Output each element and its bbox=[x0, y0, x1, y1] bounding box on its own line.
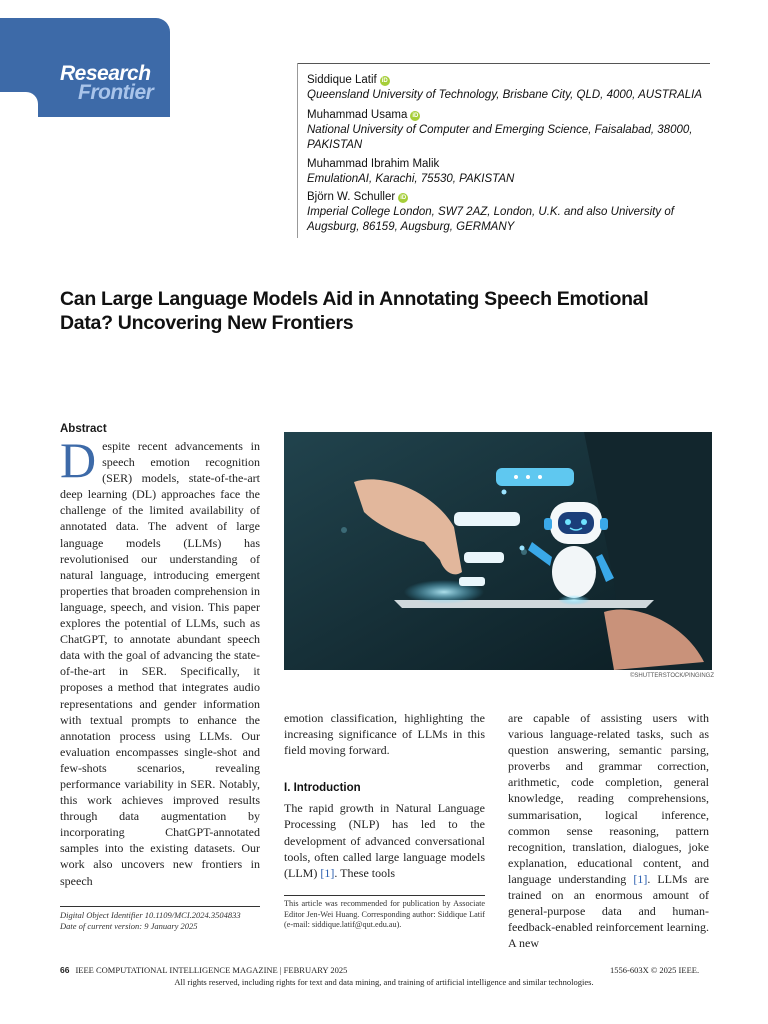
footnote-rule bbox=[284, 895, 485, 896]
badge-line-frontier: Frontier bbox=[78, 81, 154, 104]
author-affiliation: Imperial College London, SW7 2AZ, London, U.K. and also University of Augsburg, 86159, Augsburg, GERMANY bbox=[307, 206, 674, 233]
body-column-3 bbox=[508, 710, 709, 951]
footnote: This article was recommended for publication by Associate Editor Jen-Wei Huang. Corresponding author: Siddique Latif (e-mail: siddique.latif@qut.edu.au). bbox=[284, 899, 485, 929]
authors-top-rule bbox=[297, 63, 710, 64]
author-affiliation: National University of Computer and Emerging Science, Faisalabad, 38000, PAKISTAN bbox=[307, 124, 693, 151]
abstract-body bbox=[60, 432, 260, 889]
paragraph bbox=[508, 710, 709, 951]
citation-link[interactable]: [1] bbox=[320, 865, 335, 880]
author-1 bbox=[307, 73, 702, 103]
drop-cap: D bbox=[60, 432, 97, 488]
citation-link[interactable]: [1] bbox=[633, 871, 648, 886]
author-name: Muhammad Usama bbox=[307, 109, 408, 121]
author-affiliation: EmulationAI, Karachi, 75530, PAKISTAN bbox=[307, 173, 515, 185]
doi-identifier: Digital Object Identifier 10.1109/MCI.2024.3504833 bbox=[60, 910, 241, 920]
doi-date: Date of current version: 9 January 2025 bbox=[60, 921, 198, 931]
paragraph-text: are capable of assisting users with various language-related tasks, such as question answering, semantic parsing, proverbs and grammar correction, arithmetic, code completion, general knowledge, reading comprehensions, summarisation, logical inference, common sense reasoning, pattern recognition, translation, dialogues, joke explanation, educational content, and language understanding bbox=[508, 711, 709, 886]
authors-side-rule bbox=[297, 63, 298, 238]
badge-notch bbox=[0, 92, 38, 117]
image-credit: ©SHUTTERSTOCK/PINGINGZ bbox=[630, 673, 714, 679]
paragraph-introduction bbox=[284, 800, 485, 880]
body-column-2 bbox=[284, 710, 485, 881]
article-title: Can Large Language Models Aid in Annotating Speech Emotional Data? Uncovering New Frontiers bbox=[60, 288, 649, 334]
author-affiliation: Queensland University of Technology, Brisbane City, QLD, 4000, AUSTRALIA bbox=[307, 89, 703, 101]
page-footer-left bbox=[60, 965, 347, 975]
author-name: Muhammad Ibrahim Malik bbox=[307, 158, 440, 170]
author-name: Björn W. Schuller bbox=[307, 191, 396, 203]
orcid-icon[interactable]: iD bbox=[400, 195, 407, 201]
section-heading-introduction: I. Introduction bbox=[284, 782, 361, 795]
copyright-notice: 1556-603X © 2025 IEEE. bbox=[610, 965, 700, 975]
hero-illustration-svg bbox=[284, 432, 712, 670]
paragraph-text: . LLMs are trained on an enormous amount of general-purpose data and human-feedback-enabled reinforcement learning. A new bbox=[508, 871, 709, 951]
paragraph-text: . These tools bbox=[334, 865, 396, 880]
author-3 bbox=[307, 157, 514, 187]
paragraph: emotion classification, highlighting the increasing significance of LLMs in this field moving forward. bbox=[284, 711, 485, 758]
abstract-text: espite recent advancements in speech emotion recognition (SER) models, state-of-the-art deep learning (DL) approaches face the challenge of the limited availability of annotated data. The advent of large language models (LLMs) has revolutionised our understanding of natural language, introducing emergent properties that broaden comprehension in language, speech, and vision. This paper explores the potential of LLMs, such as ChatGPT, to annotate abundant speech data with the goal of advancing the state-of-the-art in SER. Specifically, it proposes a method that integrates audio representations and gender information with textual prompts to enhance the annotation process using LLMs. Our evaluation encompasses single-shot and few-shots scenarios, revealing performance variability in SER. Notably, this work achieves improved results through data augmentation by incorporating ChatGPT-annotated samples into the existing datasets. Our work also uncovers new frontiers in speech bbox=[60, 439, 260, 888]
doi-block bbox=[60, 910, 241, 932]
author-4 bbox=[307, 190, 702, 235]
author-name: Siddique Latif bbox=[307, 74, 377, 86]
journal-name: IEEE COMPUTATIONAL INTELLIGENCE MAGAZINE | FEBRUARY 2025 bbox=[75, 965, 348, 975]
doi-rule bbox=[60, 906, 260, 907]
hero-illustration bbox=[284, 432, 712, 670]
badge-line-research: Research bbox=[60, 62, 151, 85]
abstract-heading: Abstract bbox=[60, 423, 107, 435]
orcid-icon[interactable]: iD bbox=[381, 78, 388, 84]
paragraph-text: The rapid growth in Natural Language Processing (NLP) has led to the development of advanced conversational tools, often called large language models (LLM) bbox=[284, 801, 485, 880]
page-number: 66 bbox=[60, 965, 70, 975]
author-2 bbox=[307, 108, 712, 153]
rights-notice: All rights reserved, including rights for text and data mining, and training of artificial intelligence and similar technologies. bbox=[174, 977, 594, 987]
orcid-icon[interactable]: iD bbox=[412, 113, 419, 119]
